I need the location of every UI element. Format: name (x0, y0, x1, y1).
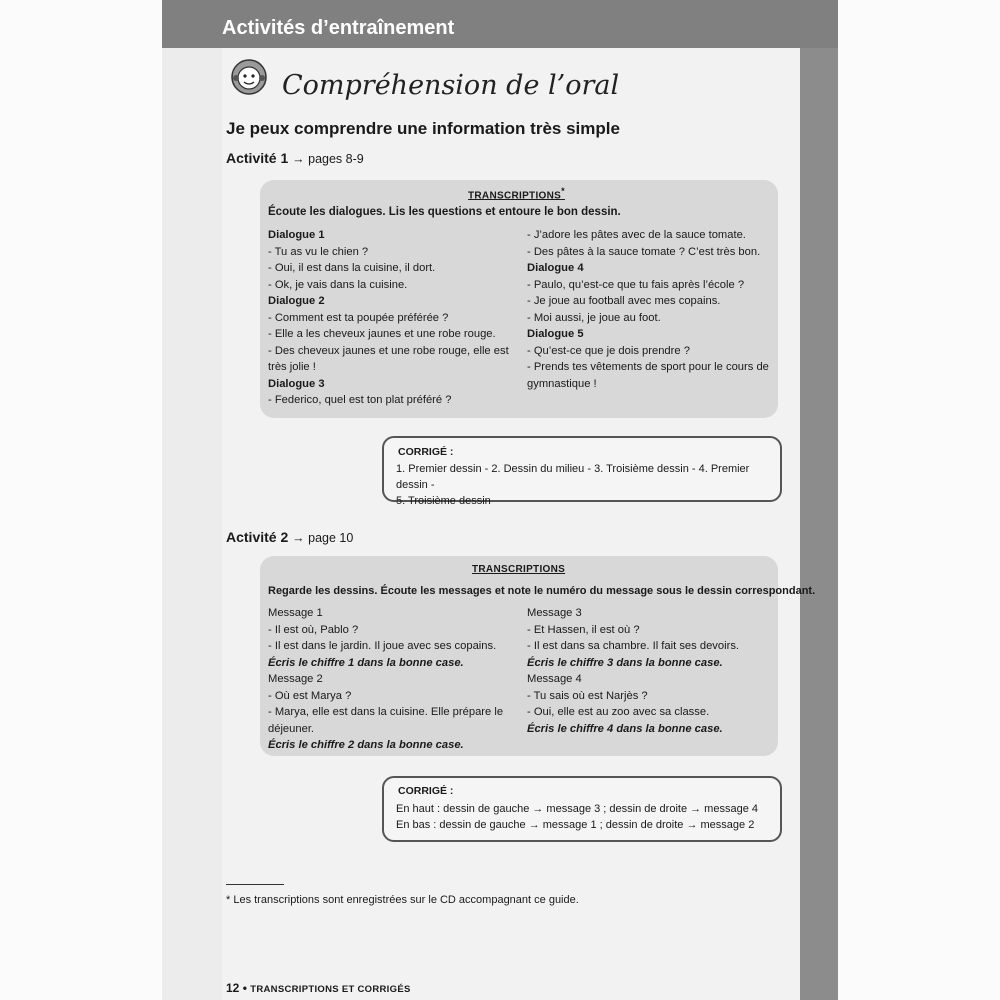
dialogue-line: - Elle a les cheveux jaunes et une robe rouge. (268, 328, 496, 340)
dialogue-line: Dialogue 1 (268, 229, 325, 241)
message-line: - Où est Marya ? (268, 689, 352, 702)
right-scan-margin (838, 0, 1000, 1000)
header-title: Activités d’entraînement (222, 17, 455, 39)
message-line: Message 2 (268, 673, 323, 685)
dialogue-line: - Comment est ta poupée préférée ? (268, 311, 449, 324)
corrige-line: 1. Premier dessin - 2. Dessin du milieu - 3. Troisième dessin - 4. Premier dessin - (396, 463, 750, 491)
dialogue-line: - Je joue au football avec mes copains. (527, 295, 721, 307)
dialogue-line: - Prends tes vêtements de sport pour le cours de (527, 361, 769, 373)
activity-1-pages: → pages 8-9 (292, 152, 364, 166)
message-line: - Il est où, Pablo ? (268, 623, 359, 636)
dialogue-line: Dialogue 5 (527, 328, 584, 340)
footnote: * Les transcriptions sont enregistrées sur le CD accompagnant ce guide. (226, 894, 579, 906)
activity-1-corrige-text (396, 461, 774, 509)
corrige-line: En bas : dessin de gauche → message 1 ; dessin de droite → message 2 (396, 819, 755, 831)
dialogue-line: - Tu as vu le chien ? (268, 245, 369, 258)
activity-2-heading (226, 529, 353, 545)
subtitle: Je peux comprendre une information très simple (226, 119, 620, 138)
message-line: Écris le chiffre 4 dans la bonne case. (527, 722, 723, 735)
dialogue-line: - Des pâtes à la sauce tomate ? C’est très bon. (527, 245, 761, 258)
activity-2-transcriptions-label: TRANSCRIPTIONS (472, 564, 566, 575)
message-line: - Marya, elle est dans la cuisine. Elle prépare le (268, 706, 504, 718)
activity-1-instruction: Écoute les dialogues. Lis les questions et entoure le bon dessin. (268, 206, 621, 218)
dialogue-line: gymnastique ! (527, 377, 597, 390)
activity-2-pages: → page 10 (292, 531, 354, 545)
message-line: - Et Hassen, il est où ? (527, 623, 640, 636)
page-number: 12 (226, 981, 240, 995)
activity-1-title: Activité 1 (226, 150, 289, 166)
corrige-line: En haut : dessin de gauche → message 3 ; dessin de droite → message 4 (396, 803, 758, 815)
corrige-line: 5. Troisième dessin (396, 495, 491, 507)
footer-section: TRANSCRIPTIONS ET CORRIGÉS (250, 984, 411, 995)
dialogue-line: - Moi aussi, je joue au foot. (527, 311, 661, 324)
message-line: Message 3 (527, 607, 582, 619)
message-line: Message 1 (268, 607, 323, 619)
dialogue-line: - Des cheveux jaunes et une robe rouge, elle est (268, 344, 509, 357)
header-bar (162, 0, 838, 48)
dialogue-line: - Paulo, qu’est-ce que tu fais après l’école ? (527, 278, 745, 291)
activity-2-instruction: Regarde les dessins. Écoute les messages et note le numéro du message sous le dessin correspondant. (268, 585, 816, 597)
dialogue-line: - J’adore les pâtes avec de la sauce tomate. (527, 229, 746, 241)
activity-1-left-column (268, 227, 513, 409)
message-line: - Tu sais où est Narjès ? (527, 689, 648, 702)
dialogue-line: - Ok, je vais dans la cuisine. (268, 278, 408, 291)
activity-2-left-column (268, 605, 513, 754)
dialogue-line: - Qu’est-ce que je dois prendre ? (527, 344, 690, 357)
dialogue-line: - Oui, il est dans la cuisine, il dort. (268, 262, 436, 274)
message-line: Écris le chiffre 2 dans la bonne case. (268, 739, 464, 751)
section-title: Compréhension de l’oral (282, 70, 620, 101)
message-line: Écris le chiffre 3 dans la bonne case. (527, 656, 723, 669)
activity-1-heading (226, 150, 364, 166)
message-line: Écris le chiffre 1 dans la bonne case. (268, 656, 464, 669)
activity-2-title: Activité 2 (226, 529, 289, 545)
message-line: Message 4 (527, 673, 582, 685)
dialogue-line: très jolie ! (268, 361, 316, 373)
activity-2-corrige-title: CORRIGÉ : (398, 785, 454, 797)
dialogue-line: Dialogue 4 (527, 262, 584, 274)
dialogue-line: Dialogue 2 (268, 295, 325, 307)
message-line: déjeuner. (268, 722, 315, 735)
mascot-listening-icon (230, 58, 268, 96)
activity-1-transcriptions-label: TRANSCRIPTIONS* (468, 186, 565, 202)
activity-2-right-column (527, 605, 769, 737)
footnote-rule (226, 884, 284, 885)
message-line: - Oui, elle est au zoo avec sa classe. (527, 706, 710, 718)
dialogue-line: - Federico, quel est ton plat préféré ? (268, 394, 452, 406)
dialogue-line: Dialogue 3 (268, 377, 325, 390)
page-footer (226, 981, 411, 995)
footer-bullet: • (242, 981, 247, 995)
activity-1-right-column (527, 227, 769, 392)
page-edge-band (800, 48, 838, 1000)
message-line: - Il est dans sa chambre. Il fait ses devoirs. (527, 640, 740, 652)
activity-2-corrige-text (396, 801, 774, 833)
left-scan-margin (0, 0, 162, 1000)
activity-1-corrige-title: CORRIGÉ : (398, 446, 454, 458)
message-line: - Il est dans le jardin. Il joue avec ses copains. (268, 640, 497, 652)
